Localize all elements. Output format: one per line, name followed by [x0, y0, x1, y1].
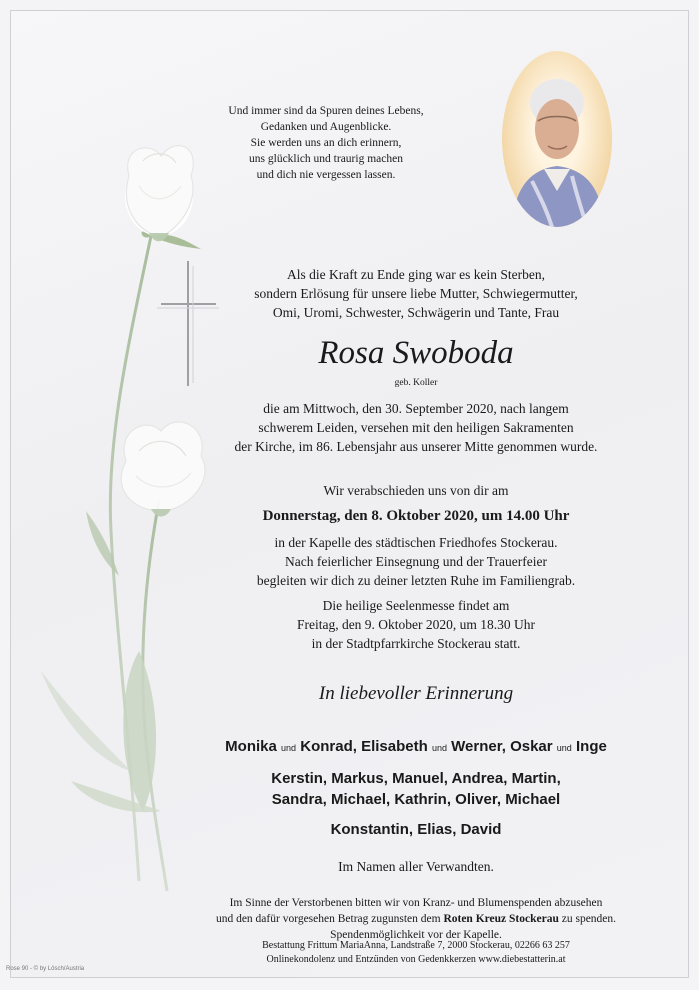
- poem-line: Sie werden uns an dich erinnern,: [250, 137, 402, 149]
- funeral-date: Donnerstag, den 8. Oktober 2020, um 14.00 Uhr: [262, 508, 570, 524]
- death-line: der Kirche, im 86. Lebensjahr aus unserer Mitte genommen wurde.: [234, 439, 598, 454]
- undertaker-line: Bestattung Frittum MariaAnna, Landstraße 7, 2000 Stockerau, 02266 63 257: [262, 940, 570, 951]
- mass-line: in der Stadtpfarrkirche Stockerau statt.: [311, 636, 521, 651]
- charity-name: Roten Kreuz Stockerau: [443, 913, 559, 925]
- maiden-name: geb. Koller: [394, 378, 438, 388]
- undertaker-info: [151, 939, 681, 967]
- and-word: und: [281, 743, 297, 753]
- family-name: Monika: [225, 738, 277, 755]
- family-name: Werner,: [451, 738, 506, 755]
- death-line: schwerem Leiden, versehen mit den heiligen Sakramenten: [258, 420, 574, 435]
- poem-line: und dich nie vergessen lassen.: [256, 169, 396, 181]
- funeral-line: in der Kapelle des städtischen Friedhofes Stockerau.: [274, 535, 558, 550]
- intro-text: [161, 265, 671, 322]
- donation-line: Spendenmöglichkeit vor der Kapelle.: [330, 929, 502, 941]
- donation-text: und den dafür vorgesehen Betrag zugunsten dem: [215, 913, 441, 925]
- and-word: und: [556, 743, 572, 753]
- deceased-name: Rosa Swoboda: [318, 335, 514, 371]
- memory-heading: In liebevoller Erinnerung: [318, 683, 514, 704]
- copyright-credit: Rose 90 - © by Lösch/Austria: [6, 966, 85, 972]
- intro-line: Als die Kraft zu Ende ging war es kein Sterben,: [287, 267, 545, 282]
- family-name: Konrad,: [300, 738, 357, 755]
- portrait-photo: [502, 51, 612, 227]
- mass-line: Die heilige Seelenmesse findet am: [322, 598, 510, 613]
- rose-top: [125, 146, 193, 242]
- intro-line: sondern Erlösung für unsere liebe Mutter, Schwiegermutter,: [254, 286, 578, 301]
- poem: [201, 103, 451, 183]
- family-grandchildren: [161, 768, 671, 810]
- death-notice: [161, 399, 671, 456]
- donation-line: Im Sinne der Verstorbenen bitten wir von Kranz- und Blumenspenden abzusehen: [229, 897, 603, 909]
- on-behalf-text: Im Namen aller Verwandten.: [338, 859, 494, 874]
- intro-line: Omi, Uromi, Schwester, Schwägerin und Tante, Frau: [272, 305, 560, 320]
- grandchildren-line: Sandra, Michael, Kathrin, Oliver, Michael: [271, 791, 561, 808]
- poem-line: Und immer sind da Spuren deines Lebens,: [228, 105, 424, 117]
- farewell-intro: Wir verabschieden uns von dir am: [323, 483, 509, 498]
- family-great-grandchildren: Konstantin, Elias, David: [330, 821, 502, 838]
- donation-request: [151, 895, 681, 943]
- obituary-page: [10, 10, 689, 978]
- death-line: die am Mittwoch, den 30. September 2020, nach langem: [263, 401, 569, 416]
- family-name: Inge: [575, 738, 607, 755]
- funeral-line: begleiten wir dich zu deiner letzten Ruhe im Familiengrab.: [256, 573, 576, 588]
- donation-text: zu spenden.: [561, 913, 617, 925]
- mass-details: [161, 596, 671, 653]
- undertaker-line: Onlinekondolenz und Entzünden von Gedenkkerzen www.diebestatterin.at: [266, 954, 566, 965]
- poem-line: uns glücklich und traurig machen: [249, 153, 403, 165]
- family-name: Oskar: [510, 738, 553, 755]
- family-children: [161, 736, 671, 759]
- funeral-line: Nach feierlicher Einsegnung und der Trauerfeier: [284, 554, 548, 569]
- poem-line: Gedanken und Augenblicke.: [260, 121, 392, 133]
- family-name: Elisabeth: [361, 738, 428, 755]
- and-word: und: [431, 743, 447, 753]
- mass-line: Freitag, den 9. Oktober 2020, um 18.30 Uhr: [296, 617, 536, 632]
- grandchildren-line: Kerstin, Markus, Manuel, Andrea, Martin,: [271, 770, 561, 787]
- funeral-details: [161, 533, 671, 590]
- donation-line: [151, 911, 681, 927]
